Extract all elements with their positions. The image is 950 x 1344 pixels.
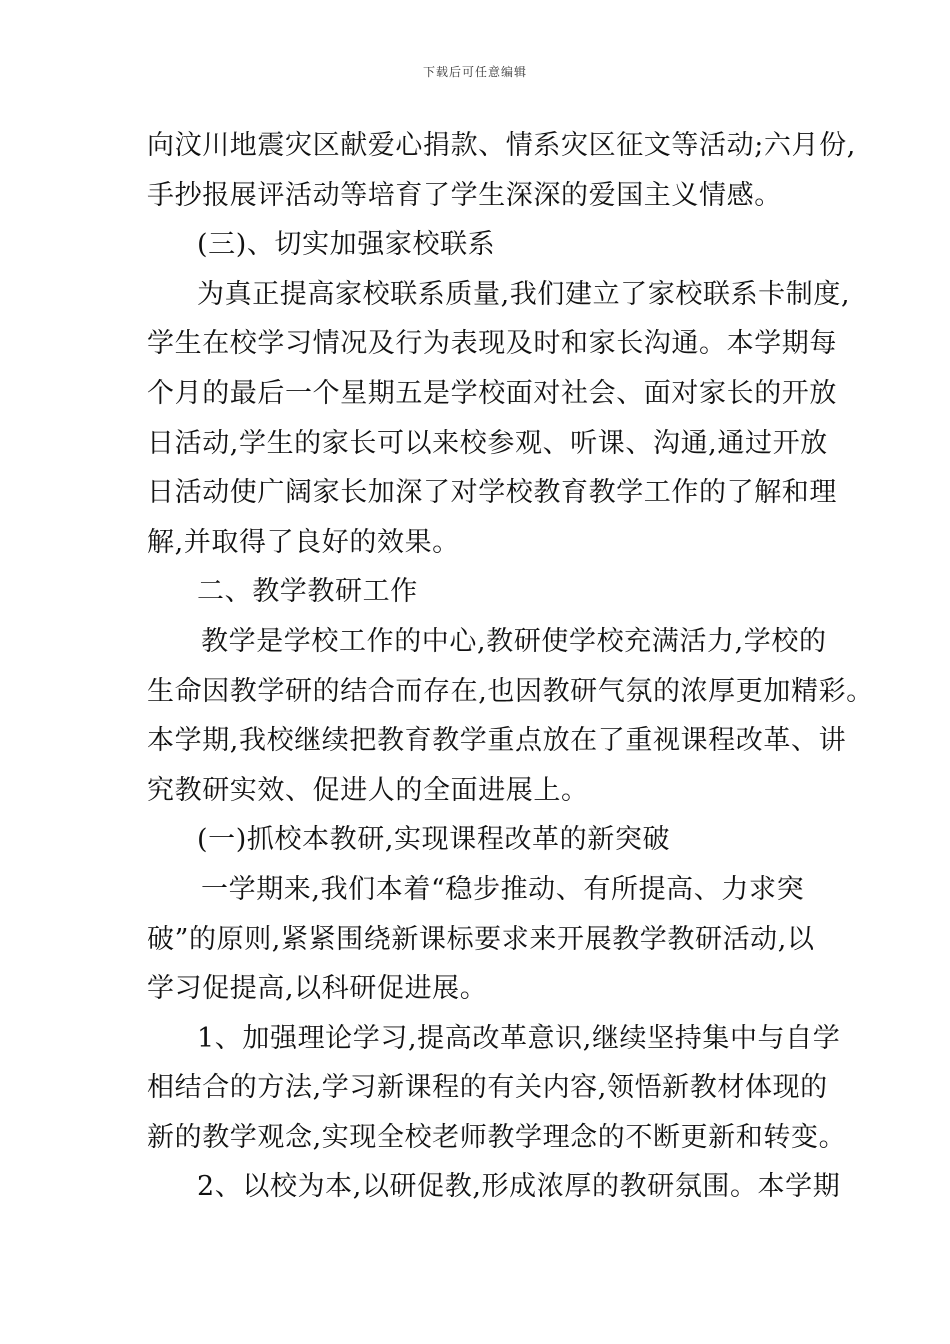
text-line: 日活动使广阔家长加深了对学校教育教学工作的了解和理 — [147, 477, 837, 509]
text-line: 学生在校学习情况及行为表现及时和家长沟通。本学期每 — [147, 328, 837, 360]
document-body — [147, 128, 874, 1219]
text-line: 生命因教学研的结合而存在,也因教研气氛的浓厚更加精彩。 — [147, 675, 874, 707]
text-line: 手抄报展评活动等培育了学生深深的爱国主义情感。 — [147, 179, 782, 211]
text-line: 学习促提高,以科研促进展。 — [147, 973, 488, 1005]
text-line: 新的教学观念,实现全校老师教学理念的不断更新和转变。 — [147, 1121, 847, 1153]
text-line: 解,并取得了良好的效果。 — [147, 526, 460, 558]
text-line: 教学是学校工作的中心,教研使学校充满活力,学校的 — [201, 625, 827, 657]
text-line: 向汶川地震灾区献爱心捐款、情系灾区征文等活动;六月份, — [147, 130, 856, 161]
text-line: 个月的最后一个星期五是学校面对社会、面对家长的开放 — [147, 377, 837, 409]
page-header-note: 下载后可任意编辑 — [422, 65, 527, 79]
text-line: 相结合的方法,学习新课程的有关内容,领悟新教材体现的 — [147, 1072, 828, 1104]
section-heading: 二、教学教研工作 — [197, 576, 418, 608]
section-heading: (三)、切实加强家校联系 — [197, 229, 496, 261]
section-heading: (一)抓校本教研,实现课程改革的新突破 — [197, 824, 671, 856]
text-line: 日活动,学生的家长可以来校参观、听课、沟通,通过开放 — [147, 427, 828, 459]
text-line: 究教研实效、促进人的全面进展上。 — [147, 774, 589, 806]
text-line: 2、以校为本,以研促教,形成浓厚的教研氛围。本学期 — [197, 1171, 841, 1203]
text-line: 本学期,我校继续把教育教学重点放在了重视课程改革、讲 — [147, 725, 847, 757]
text-line: 1、加强理论学习,提高改革意识,继续坚持集中与自学 — [197, 1022, 841, 1054]
text-line: 为真正提高家校联系质量,我们建立了家校联系卡制度, — [197, 278, 851, 310]
text-line: 一学期来,我们本着“稳步推动、有所提高、力求突 — [201, 873, 805, 905]
text-line: 破”的原则,紧紧围绕新课标要求来开展教学教研活动,以 — [147, 923, 815, 955]
